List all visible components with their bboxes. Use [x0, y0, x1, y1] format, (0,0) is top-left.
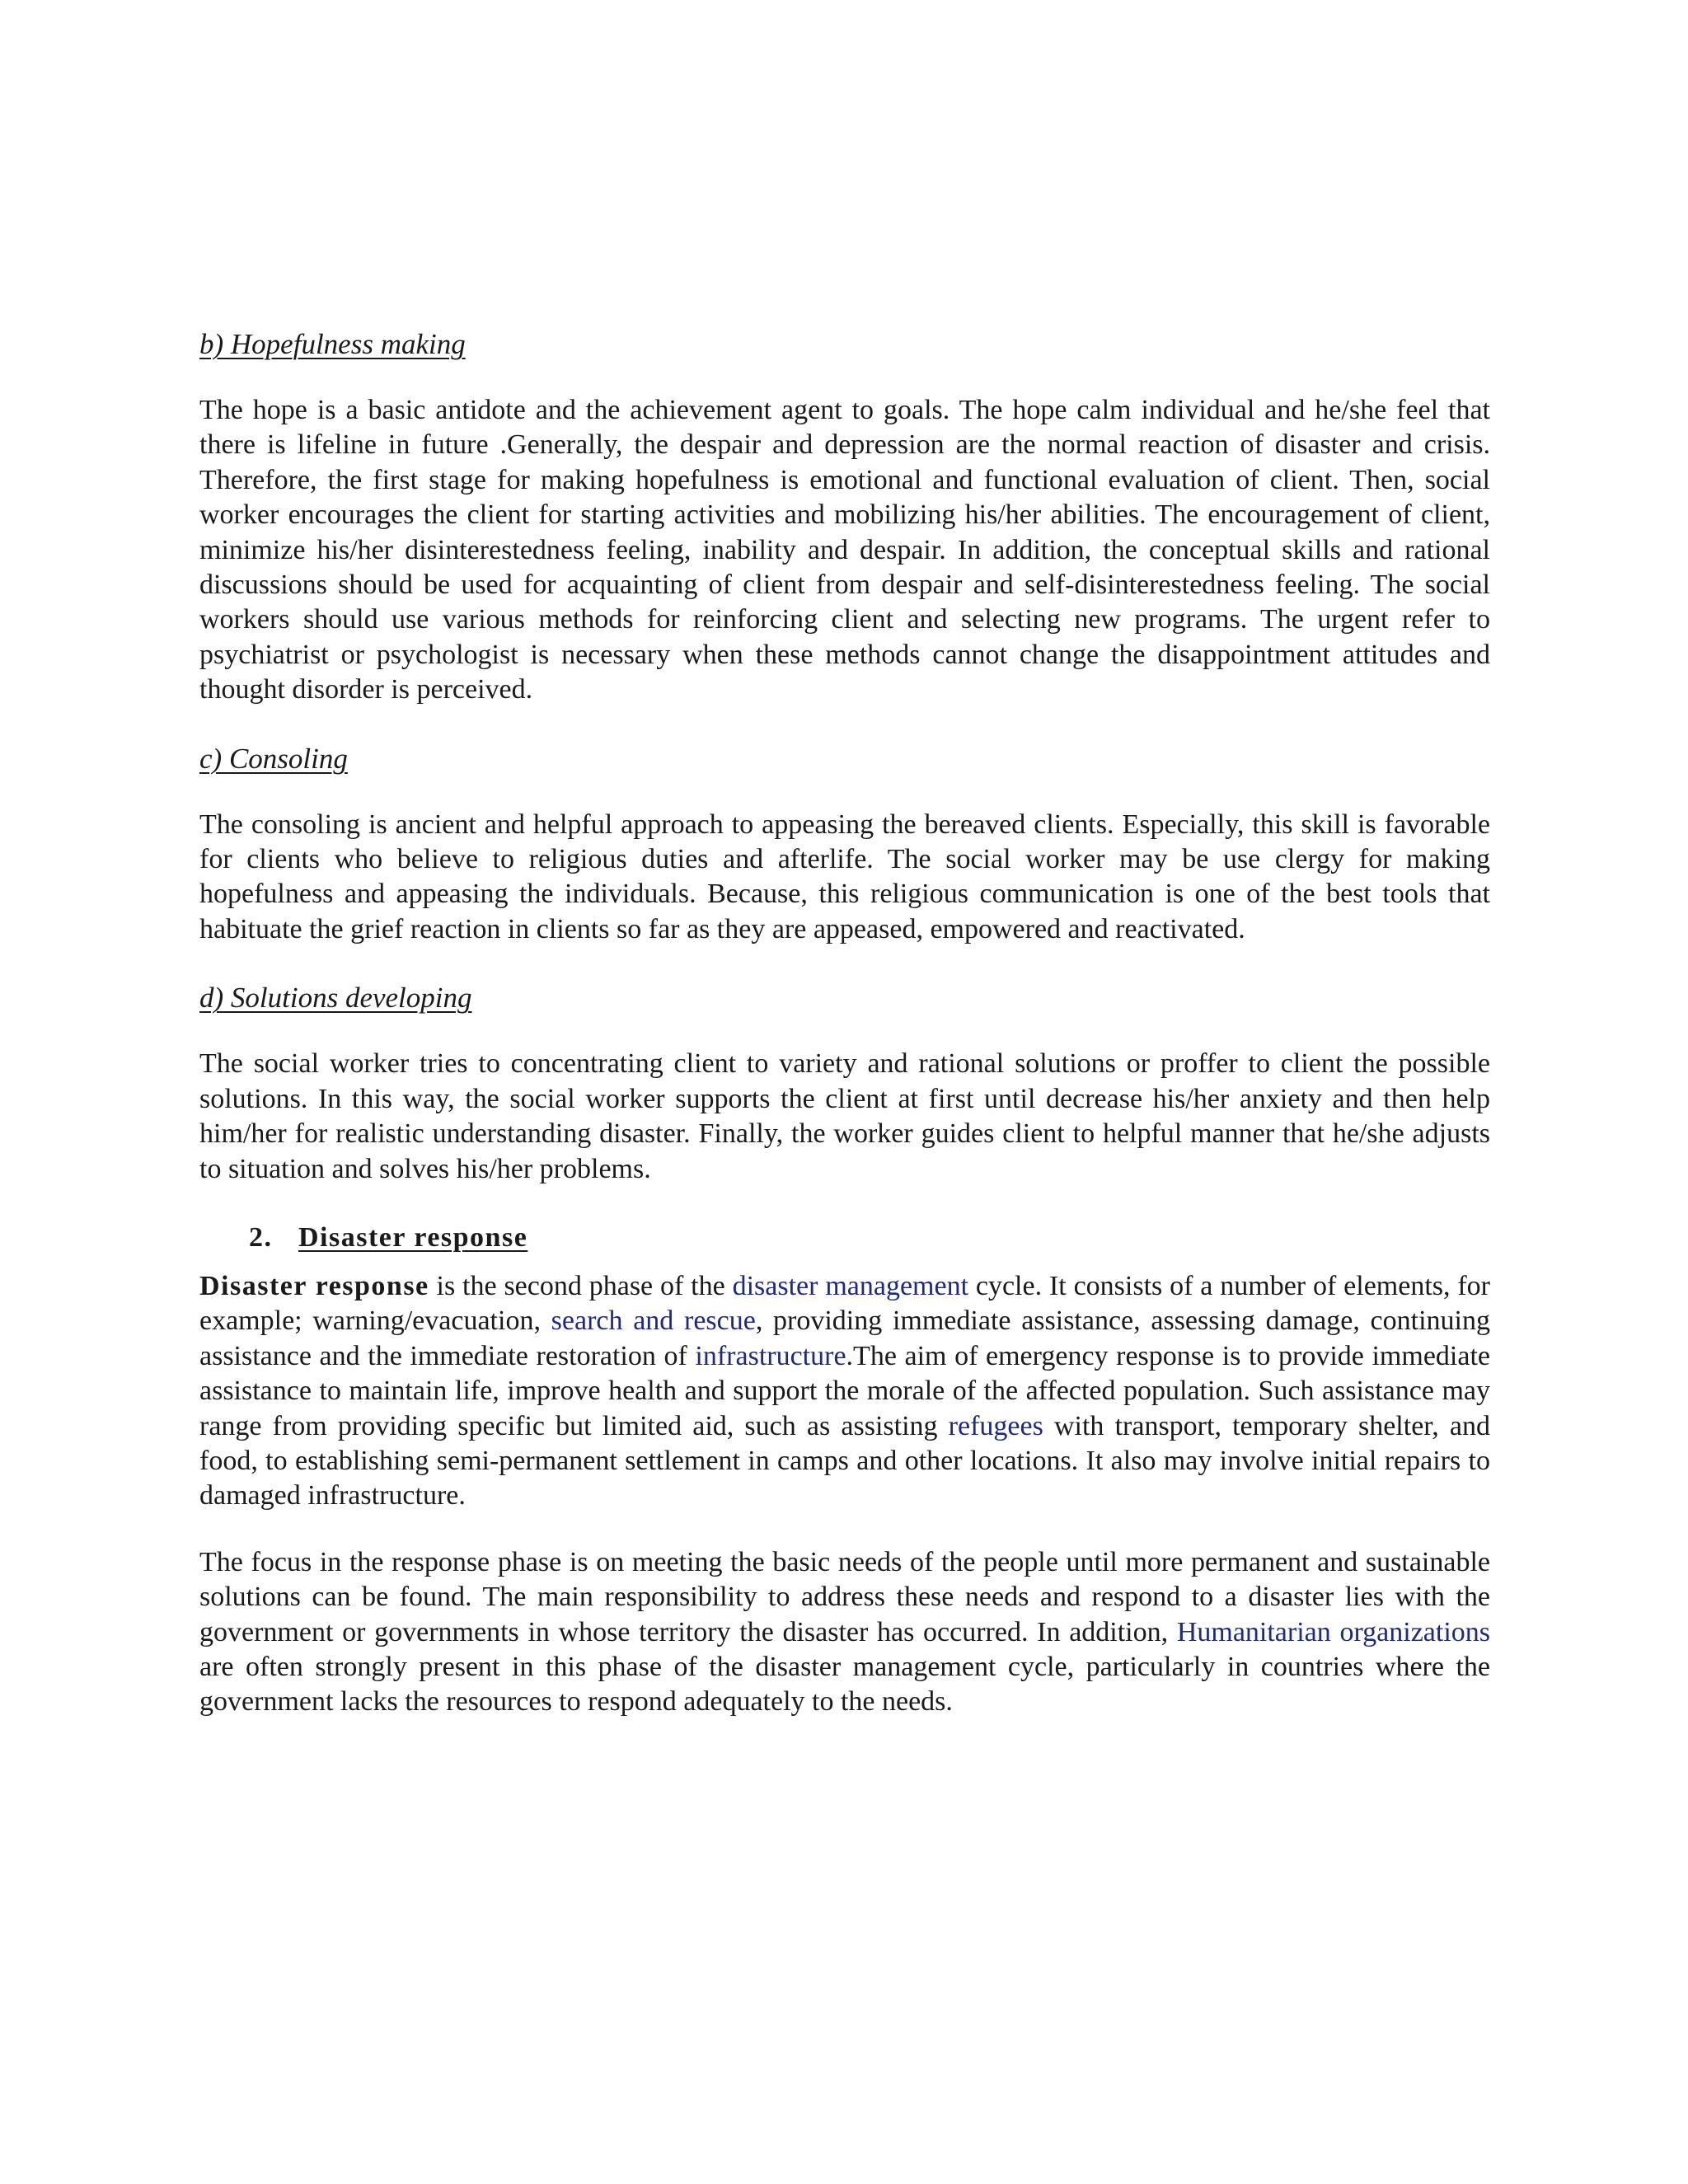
section-heading-solutions: d) Solutions developing: [199, 982, 472, 1015]
paragraph-hopefulness: The hope is a basic antidote and the achievement agent to goals. The hope calm individual and he/she feel that there is lifeline in future .Generally, the despair and depression are the normal reaction of disaster and crisis. Therefore, the first stage for making hopefulness is emotional and functional evaluation of client. Then, social worker encourages the client for starting activities and mobilizing his/her abilities. The encouragement of client, minimize his/her disinterestedness feeling, inability and despair. In addition, the conceptual skills and rational discussions should be used for acquainting of client from despair and self-disinterestedness feeling. The social workers should use various methods for reinforcing client and selecting new programs. The urgent refer to psychiatrist or psychologist is necessary when these methods cannot change the disappointment attitudes and thought disorder is perceived.: [199, 395, 1490, 705]
text-run: , providing immediate assistance, assessing damage, continuing assistance and the immediate restoration of: [199, 1305, 1490, 1371]
link-refugees[interactable]: refugees: [948, 1410, 1043, 1441]
text-run: .The aim of emergency response is to provide immediate assistance to maintain life, improve health and support the morale of the affected population. Such assistance may range from providing specific but limited aid, such as assisting: [199, 1340, 1490, 1441]
text-run: are often strongly present in this phase of the disaster management cycle, particularly in countries where the government lacks the resources to respond adequately to the needs.: [199, 1651, 1490, 1718]
section-heading-consoling: c) Consoling: [199, 742, 348, 775]
section-heading-disaster-response: [199, 1220, 1490, 1256]
text-run: with transport, temporary shelter, and food, to establishing semi-permanent settlement in camps and other locations. It also may involve initial repairs to damaged infrastructure.: [199, 1410, 1490, 1511]
link-disaster-management[interactable]: disaster management: [732, 1270, 969, 1301]
paragraph-consoling: The consoling is ancient and helpful approach to appeasing the bereaved clients. Especially, this skill is favorable for clients who believe to religious duties and afterlife. The social worker may be use clergy for making hopefulness and appeasing the individuals. Because, this religious communication is one of the best tools that habituate the grief reaction in clients so far as they are appeased, empowered and reactivated.: [199, 808, 1490, 944]
text-run: cycle. It consists of a number of elements, for example; warning/evacuation,: [199, 1270, 1491, 1337]
paragraph-response-focus: [199, 1545, 1490, 1720]
paragraph-solutions: The social worker tries to concentrating client to variety and rational solutions or proffer to client the possible solutions. In this way, the social worker supports the client at first until decrease his/her anxiety and then help him/her for realistic understanding disaster. Finally, the worker guides client to helpful manner that he/she adjusts to situation and solves his/her problems.: [199, 1048, 1490, 1184]
section-heading-hopefulness: b) Hopefulness making: [199, 328, 466, 360]
link-search-and-rescue[interactable]: search and rescue: [551, 1305, 756, 1337]
text-run: is the second phase of the: [429, 1270, 733, 1301]
section-number: 2.: [249, 1221, 273, 1253]
link-humanitarian-organizations[interactable]: Humanitarian organizations: [1176, 1616, 1491, 1647]
document-page: [199, 326, 1490, 1753]
bold-term: Disaster response: [199, 1270, 429, 1301]
link-infrastructure[interactable]: infrastructure: [695, 1340, 846, 1371]
text-run: The focus in the response phase is on meeting the basic needs of the people until more permanent and sustainable solutions can be found. The main responsibility to address these needs and respond to a disaster lies with the government or governments in whose territory the disaster has occurred. In addition,: [199, 1546, 1490, 1647]
section-title: Disaster response: [298, 1221, 528, 1253]
paragraph-disaster-response: [199, 1269, 1490, 1514]
